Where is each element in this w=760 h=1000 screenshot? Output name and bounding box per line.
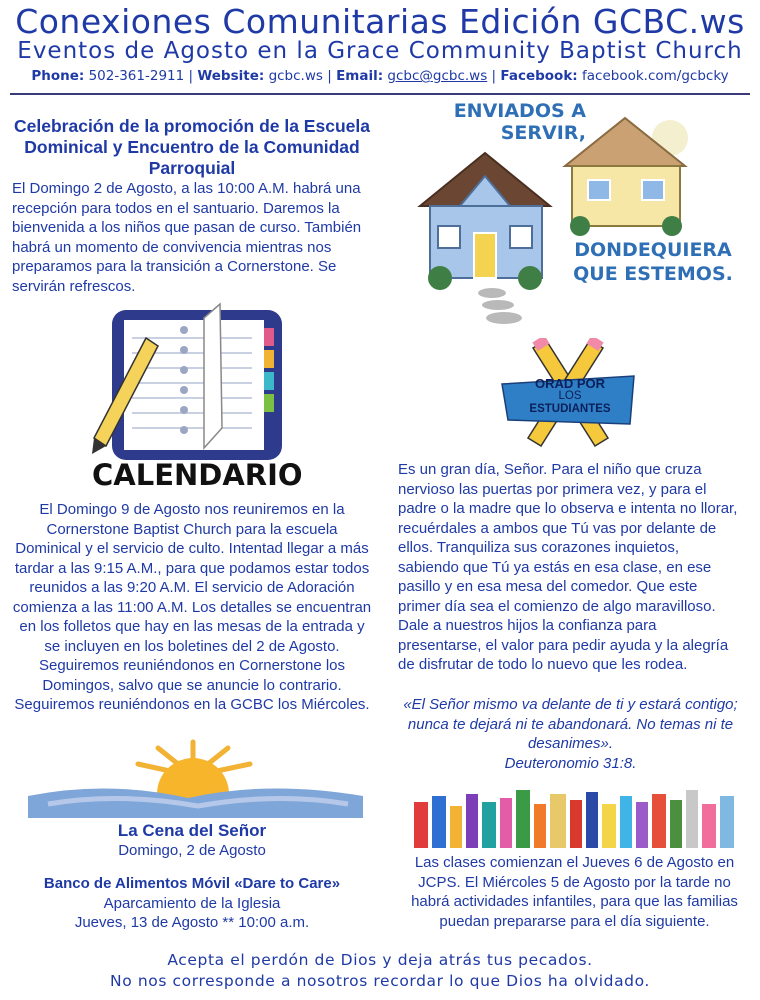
verse-section <box>398 695 743 773</box>
calendar-body: El Domingo 9 de Agosto nos reuniremos en la Cornerstone Baptist Church para la escuela Dominical y el servicio de culto. Intentad llegar a más tardar a las 9:15 A.M., para que podamos estar todos reunidos a las 9:20 A.M. El servicio de Adoración comienza a las 11:00 A.M. Los detalles se encuentran en los folletos que hay en las mesas de la entrada y se incluyen en los boletines del 2 de Agosto. Seguiremos reuniéndonos en Cornerstone los Domingos, salvo que se anuncie lo contrario. Seguiremos reuniéndonos en la GCBC los Miércoles. <box>12 501 372 713</box>
website-link[interactable]: gcbc.ws <box>268 68 323 84</box>
sent-to-serve-image <box>400 98 740 328</box>
phone-value: 502-361-2911 <box>88 68 185 84</box>
promotion-body: El Domingo 2 de Agosto, a las 10:00 A.M. habrá una recepción para todos en el santuario. Daremos la bienvenida a los niños que pasan de curso. También habrá un momento de convivencia mientras nos preparamos para la transición a Cornerstone. Se servirán refrescos. <box>12 180 362 295</box>
sent-top-text: ENVIADOS A SERVIR, <box>453 100 586 144</box>
email-link[interactable]: gcbc@gcbc.ws <box>387 68 488 84</box>
calendar-section <box>12 500 372 715</box>
header-divider <box>10 93 750 95</box>
food-bank-location: Aparcamiento de la Iglesia <box>103 894 281 912</box>
verse-reference: Deuteronomio 31:8. <box>504 754 637 772</box>
email-label: Email: <box>336 68 384 84</box>
sent-bottom-text: DONDEQUIERA QUE ESTEMOS. <box>573 239 733 285</box>
pray-banner-line2: LOS <box>558 390 582 402</box>
facebook-link[interactable]: facebook.com/gcbcky <box>582 68 729 84</box>
supper-date: Domingo, 2 de Agosto <box>118 842 266 859</box>
food-bank-section <box>12 874 372 933</box>
classes-section <box>398 853 751 931</box>
verse-text: «El Señor mismo va delante de ti y estará contigo; nunca te dejará ni te abandonará. No temas ni te desanimes». <box>403 696 738 752</box>
footer-line-1: Acepta el perdón de Dios y deja atrás tus pecados. <box>167 951 593 969</box>
calendar-label: CALENDARIO <box>92 458 303 492</box>
website-label: Website: <box>197 68 265 84</box>
footer-line-2: No nos corresponde a nosotros recordar lo que Dios ha olvidado. <box>110 972 650 990</box>
calendar-image <box>92 298 303 498</box>
pray-for-students-image <box>498 338 638 453</box>
pray-banner <box>512 377 628 416</box>
food-bank-time: Jueves, 13 de Agosto ** 10:00 a.m. <box>74 914 310 931</box>
pray-banner-line1: ORAD POR <box>534 376 606 391</box>
promotion-title: Celebración de la promoción de la Escuela Dominical y Encuentro de la Comunidad Parroquial <box>14 116 370 178</box>
school-supplies-image <box>412 788 742 850</box>
prayer-body: Es un gran día, Señor. Para el niño que cruza nervioso las puertas por primera vez, y para el padre o la madre que lo observa e intenta no llorar, recuérdales a ambos que Tú vas por delante de ellos. Tranquiliza sus corazones inquietos, sabiendo que Tú ya estás en esa clase, en ese pasillo y en esa mesa del comedor. Que este primer día sea el comienzo de algo maravilloso. Dale a nuestros hijos la confianza para presentarse, el valor para pedir ayuda y la alegría de disfrutar de todo lo nuevo que les rodea. <box>398 461 738 673</box>
promotion-section <box>12 116 372 296</box>
food-bank-title: Banco de Alimentos Móvil «Dare to Care» <box>43 875 341 892</box>
contact-line: Phone: 502-361-2911 | Website: gcbc.ws | Email: gcbc@gcbc.ws | Facebook: facebook.com/gcbcky <box>31 68 729 84</box>
sun-image <box>28 736 363 818</box>
prayer-section <box>398 460 743 675</box>
classes-body: Las clases comienzan el Jueves 6 de Agosto en JCPS. El Miércoles 5 de Agosto por la tarde no habrá actividades infantiles, para que las familias puedan prepararse para el día siguiente. <box>411 854 738 930</box>
supper-section <box>12 820 372 861</box>
page-subtitle: Eventos de Agosto en la Grace Community Baptist Church <box>17 38 743 64</box>
page-title: Conexiones Comunitarias Edición GCBC.ws <box>15 2 745 41</box>
pray-banner-line3: ESTUDIANTES <box>529 403 611 415</box>
facebook-label: Facebook: <box>500 68 578 84</box>
phone-label: Phone: <box>31 68 85 84</box>
supper-title: La Cena del Señor <box>117 821 267 840</box>
